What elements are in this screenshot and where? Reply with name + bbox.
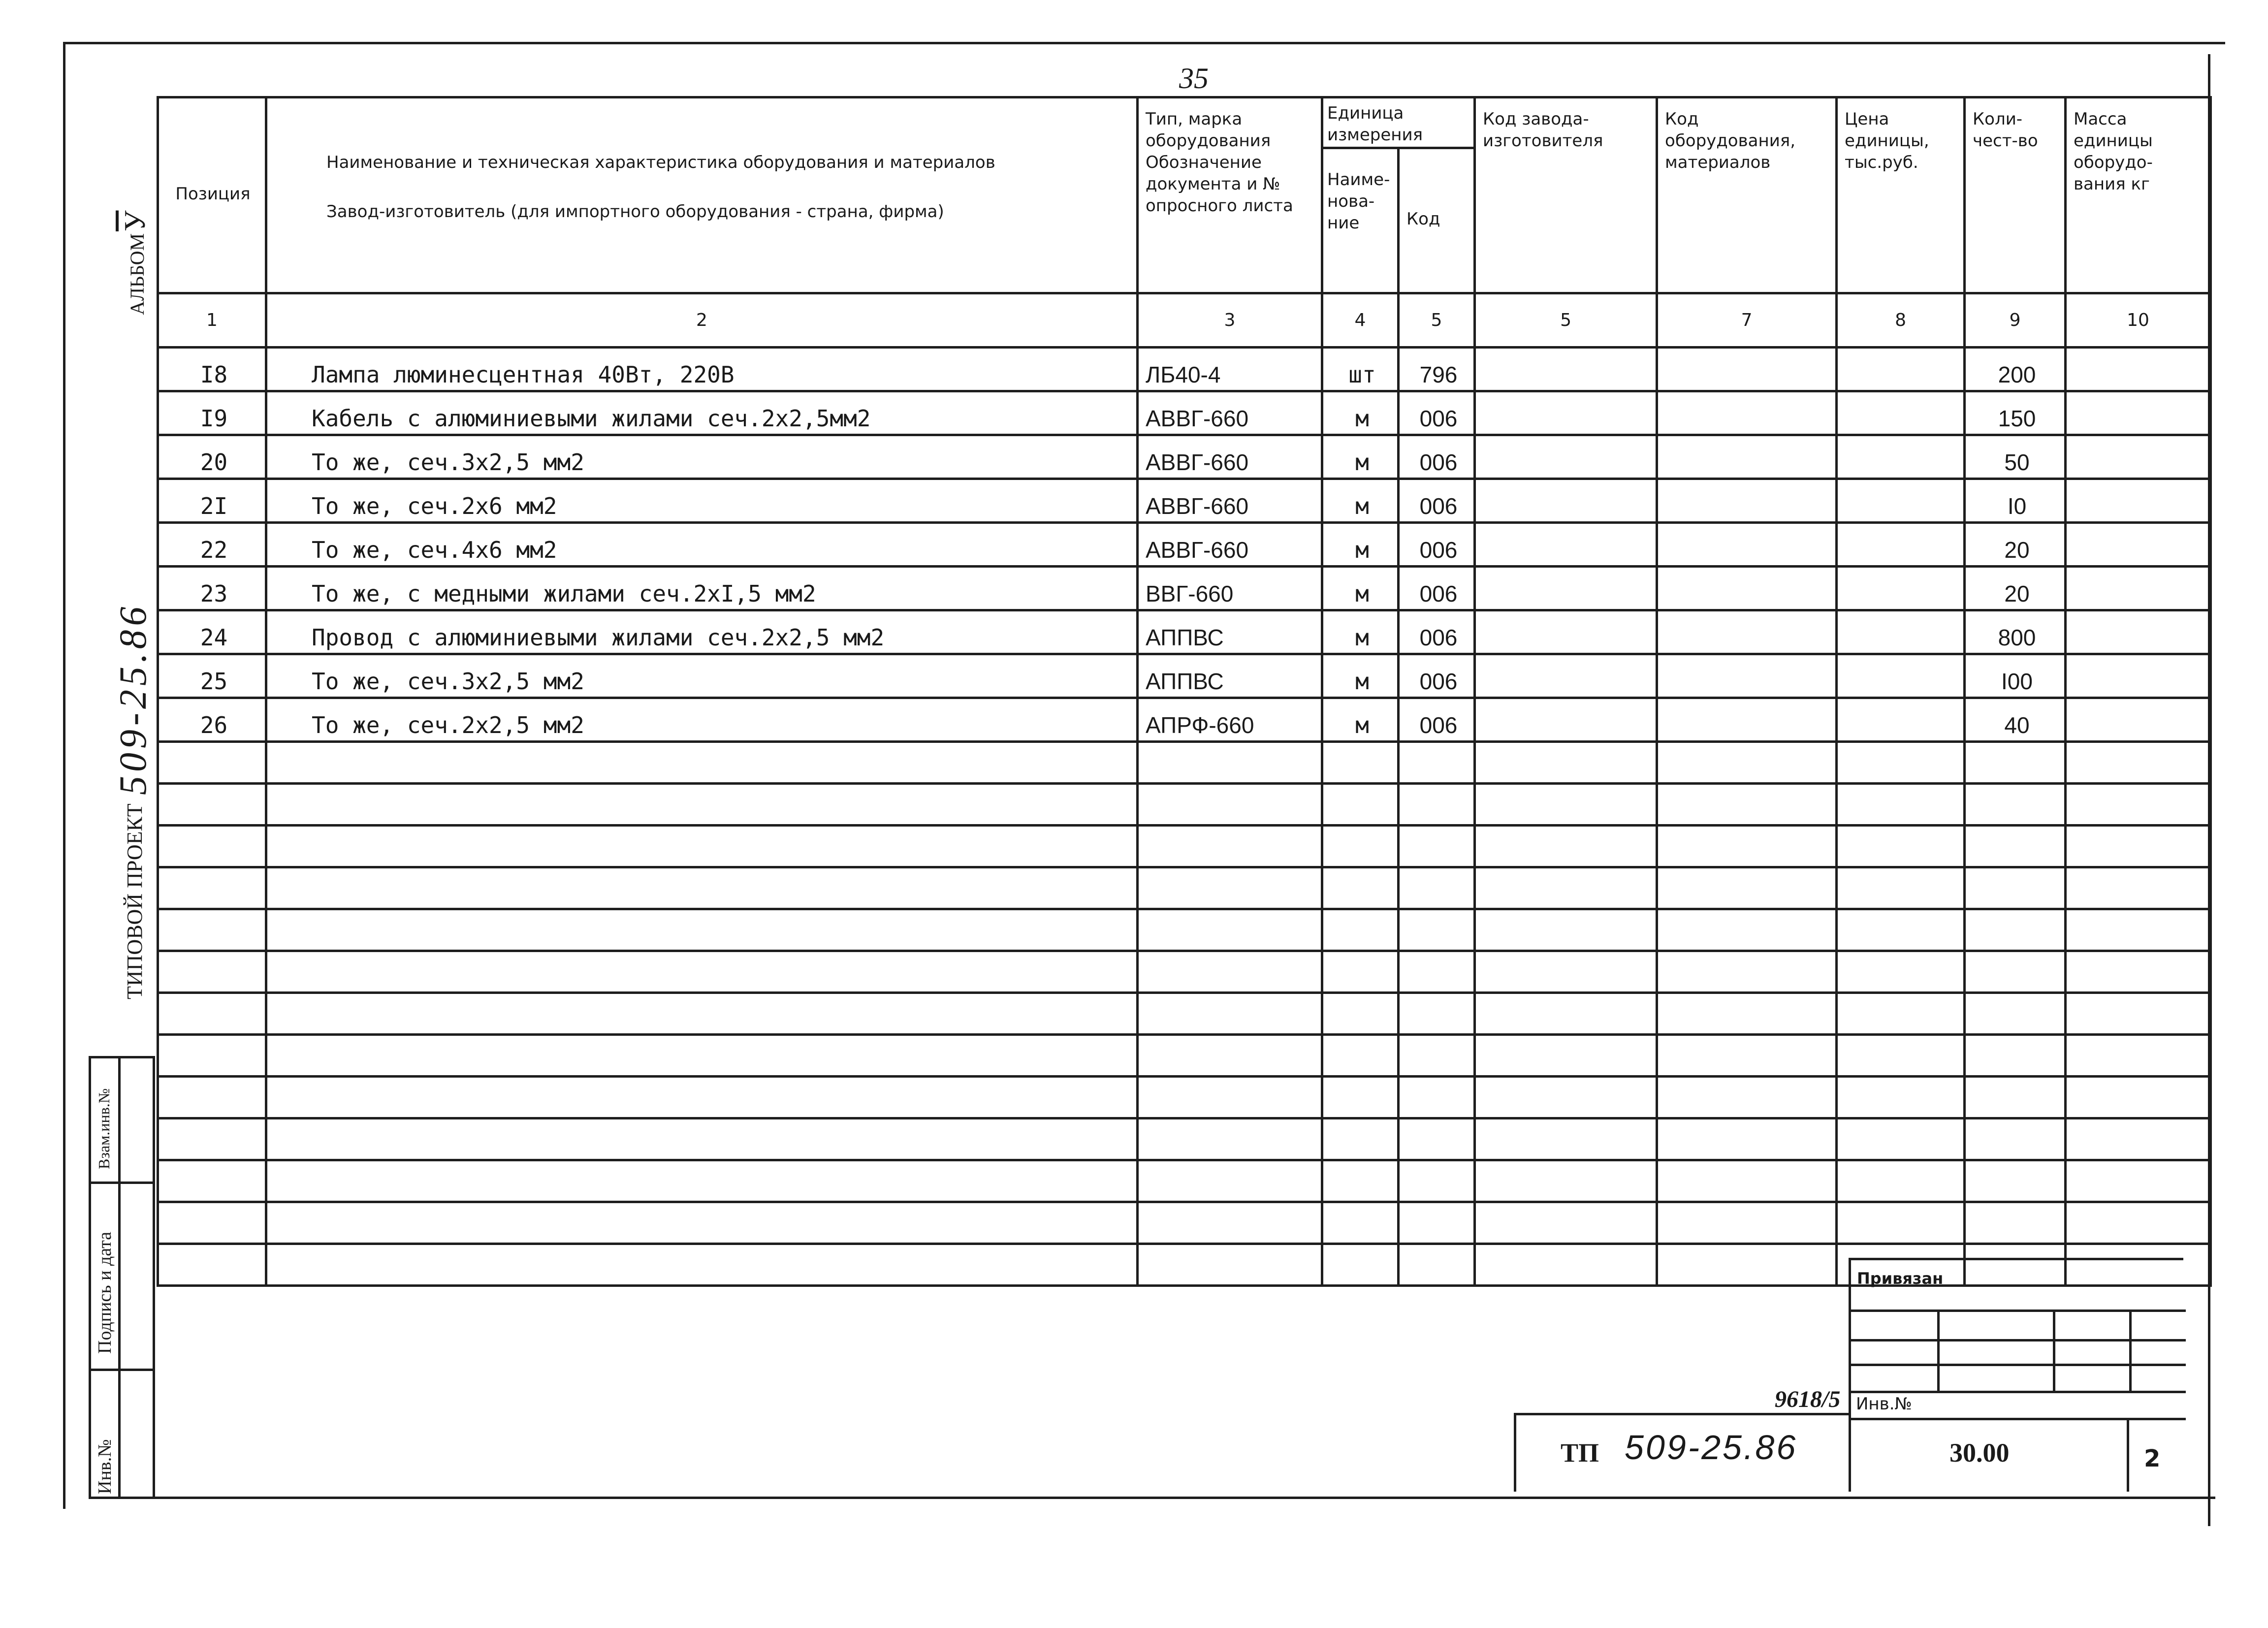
column-number: 2	[266, 293, 1138, 348]
column-number: 4	[1322, 293, 1399, 348]
empty-row	[158, 826, 2211, 867]
empty-row	[158, 867, 2211, 909]
table-row	[158, 523, 2211, 567]
row-type: ЛБ40-4	[1138, 348, 1322, 391]
row-unit-code: 006	[1399, 391, 1475, 435]
frame-top-line	[64, 42, 2225, 44]
strip-inv-number: Инв.№	[95, 1439, 115, 1494]
row-unit: м	[1322, 698, 1399, 742]
row-name: Лампа люминесцентная 40Вт, 220В	[266, 348, 1138, 391]
empty-row	[158, 784, 2211, 826]
column-number: 5	[1475, 293, 1657, 348]
header-type: Тип, марка оборудования Обозначение документа и № опросного листа	[1138, 97, 1322, 293]
row-qty: 20	[1965, 523, 2066, 567]
frame-left-line	[63, 42, 65, 1509]
row-unit-code: 006	[1399, 435, 1475, 479]
row-qty: 800	[1965, 610, 2066, 654]
table-row	[158, 435, 2211, 479]
header-equipment-code: Код оборудования, материалов	[1657, 97, 1837, 293]
header-unit-code: Код	[1399, 148, 1475, 293]
column-number: 7	[1657, 293, 1837, 348]
row-type: АВВГ-660	[1138, 435, 1322, 479]
empty-row	[158, 951, 2211, 993]
linked-label: Привязан	[1857, 1269, 1944, 1288]
column-number: 10	[2066, 293, 2211, 348]
header-position: Позиция	[158, 97, 266, 293]
header-name-line1: Наименование и техническая характеристика оборудования и материалов	[326, 153, 995, 172]
row-unit-code: 796	[1399, 348, 1475, 391]
header-name	[266, 97, 1138, 293]
row-type: АППВС	[1138, 610, 1322, 654]
column-number-row	[158, 293, 2211, 348]
row-unit: м	[1322, 391, 1399, 435]
empty-row	[158, 1035, 2211, 1077]
table-row	[158, 567, 2211, 610]
row-unit-code: 006	[1399, 523, 1475, 567]
empty-row	[158, 1202, 2211, 1244]
page-number: 35	[1179, 62, 1209, 95]
empty-row	[158, 742, 2211, 784]
row-position: 24	[158, 610, 266, 654]
side-stamp-strip	[89, 1056, 155, 1499]
header-price: Цена единицы, тыс.руб.	[1837, 97, 1965, 293]
empty-row	[158, 1077, 2211, 1118]
row-position: I8	[158, 348, 266, 391]
row-name: Кабель с алюминиевыми жилами сеч.2х2,5мм2	[266, 391, 1138, 435]
row-name: То же, с медными жилами сеч.2хI,5 мм2	[266, 567, 1138, 610]
title-project-number: 509-25.86	[1625, 1428, 1798, 1467]
column-number: 1	[158, 293, 266, 348]
table-row	[158, 348, 2211, 391]
column-number: 5	[1399, 293, 1475, 348]
row-type: АВВГ-660	[1138, 391, 1322, 435]
row-qty: 200	[1965, 348, 2066, 391]
row-type: АППВС	[1138, 654, 1322, 698]
header-factory-code: Код завода-изготовителя	[1475, 97, 1657, 293]
row-unit: м	[1322, 610, 1399, 654]
row-position: 25	[158, 654, 266, 698]
empty-row	[158, 909, 2211, 951]
project-label: ТИПОВОЙ ПРОЕКТ	[123, 803, 147, 999]
table-row	[158, 698, 2211, 742]
row-name: То же, сеч.3х2,5 мм2	[266, 435, 1138, 479]
title-block	[1849, 1258, 2183, 1492]
inv-value: 9618/5	[1775, 1386, 1841, 1412]
empty-row	[158, 1118, 2211, 1160]
table-row	[158, 654, 2211, 698]
header-qty: Коли-чест-во	[1965, 97, 2066, 293]
table-row	[158, 479, 2211, 523]
header-name-line2: Завод-изготовитель (для импортного оборудования - страна, фирма)	[326, 202, 944, 222]
row-position: 20	[158, 435, 266, 479]
header-mass: Масса единицы оборудо-вания кг	[2066, 97, 2211, 293]
column-number: 9	[1965, 293, 2066, 348]
project-number: 509-25.86	[111, 603, 154, 795]
specification-table	[157, 96, 2212, 1287]
row-unit-code: 006	[1399, 654, 1475, 698]
row-qty: 20	[1965, 567, 2066, 610]
column-number: 8	[1837, 293, 1965, 348]
row-unit: м	[1322, 567, 1399, 610]
row-unit: шт	[1322, 348, 1399, 391]
row-unit-code: 006	[1399, 610, 1475, 654]
header-unit: Единица измерения	[1322, 97, 1475, 148]
row-name: То же, сеч.3х2,5 мм2	[266, 654, 1138, 698]
inv-label: Инв.№	[1856, 1394, 1912, 1414]
title-code: 30.00	[1949, 1438, 2010, 1468]
column-number: 3	[1138, 293, 1322, 348]
row-unit: м	[1322, 435, 1399, 479]
row-name: То же, сеч.4х6 мм2	[266, 523, 1138, 567]
row-unit: м	[1322, 523, 1399, 567]
empty-row	[158, 1160, 2211, 1202]
row-qty: 50	[1965, 435, 2066, 479]
row-qty: I00	[1965, 654, 2066, 698]
tp-label: ТП	[1561, 1438, 1599, 1468]
row-type: АВВГ-660	[1138, 479, 1322, 523]
row-qty: 150	[1965, 391, 2066, 435]
row-position: 2I	[158, 479, 266, 523]
album-label: АЛЬБОМ	[126, 233, 148, 315]
sheet-number: 2	[2144, 1445, 2161, 1472]
row-name: Провод с алюминиевыми жилами сеч.2х2,5 мм2	[266, 610, 1138, 654]
row-position: 26	[158, 698, 266, 742]
empty-row	[158, 993, 2211, 1035]
table-row	[158, 391, 2211, 435]
album-number: У	[119, 210, 151, 231]
header-unit-name: Наиме-нова-ние	[1322, 148, 1399, 293]
row-type: АПРФ-660	[1138, 698, 1322, 742]
row-qty: 40	[1965, 698, 2066, 742]
row-unit: м	[1322, 654, 1399, 698]
header-row	[158, 97, 2211, 148]
strip-replaced-inv: Взам.инв.№	[95, 1088, 113, 1169]
row-type: АВВГ-660	[1138, 523, 1322, 567]
frame-bottom-line	[89, 1497, 2215, 1499]
row-unit: м	[1322, 479, 1399, 523]
strip-signature-date: Подпись и дата	[95, 1231, 115, 1354]
row-unit-code: 006	[1399, 479, 1475, 523]
row-name: То же, сеч.2х6 мм2	[266, 479, 1138, 523]
row-qty: I0	[1965, 479, 2066, 523]
row-position: I9	[158, 391, 266, 435]
row-name: То же, сеч.2х2,5 мм2	[266, 698, 1138, 742]
row-position: 22	[158, 523, 266, 567]
row-unit-code: 006	[1399, 698, 1475, 742]
table-row	[158, 610, 2211, 654]
row-unit-code: 006	[1399, 567, 1475, 610]
row-position: 23	[158, 567, 266, 610]
row-type: ВВГ-660	[1138, 567, 1322, 610]
